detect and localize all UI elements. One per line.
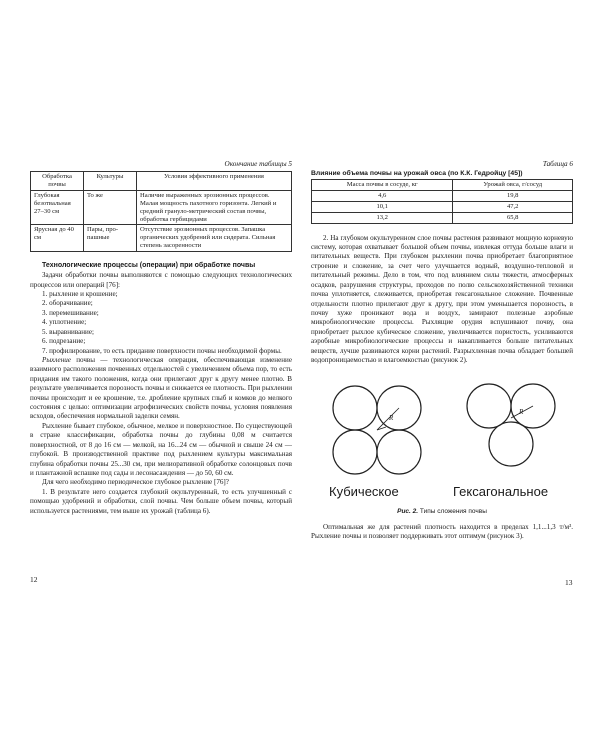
table-row	[31, 225, 292, 252]
table-6-title: Влияние объема почвы на урожай овса (по К.К. Гедройцу [45])	[311, 170, 523, 177]
radius-label-cubic: R	[389, 413, 394, 422]
table-header-cell: Обработка почвы	[31, 172, 84, 191]
depth-paragraph: Рыхление бывает глубокое, обычное, мелкое и поверхностное. По существующей в стране классификации, обработка почвы до глубины 0,08 м считается поверхностной, от 8 до 16 см — мелкой, на 16...24 см — обычной и свыше 24 см — глубокой. В производственной практике под рыхлением культуры максимальная глубина обработки почвы 25...30 см, при мелиоративной обработке солонцовых почв и плантажной вспашке под сады и лесонасаждения — до 50, 60 см.	[30, 421, 292, 478]
table-cell: То же	[84, 190, 137, 225]
table-cell: Отсутствие эрозионных процессов. Запашка органических удобрений или сидерата. Сильная степень засоренности	[137, 225, 292, 252]
table-cell: Пары, про-пашные	[84, 225, 137, 252]
particle-circle	[489, 422, 533, 466]
table-cell: Наличие выраженных эрозионных процессов. Малая мощность пахотного горизонта. Легкий и средний грануло-метрический состав почвы, обработка гербицидами	[137, 190, 292, 225]
loosening-paragraph	[30, 356, 292, 422]
table-cell: Глубокая безотвальная 27–30 см	[31, 190, 84, 225]
table-cell: 10,1	[312, 201, 453, 212]
table-cell: 47,2	[453, 201, 573, 212]
intro-paragraph: Задачи обработки почвы выполняются с помощью следующих технологических процессов или операций [76]:	[30, 271, 292, 289]
table-cell: Ярусная до 40 см	[31, 225, 84, 252]
table-6-label: Таблица 6	[542, 160, 573, 168]
list-item: 6. подрезание;	[42, 337, 86, 346]
table-cell: 4,6	[312, 190, 453, 201]
operations-list	[30, 290, 292, 356]
table-cell: 65,8	[453, 212, 573, 223]
page-number-left: 12	[30, 575, 38, 584]
soil-packing-diagram	[311, 374, 573, 504]
loosening-text: почвы — технологическая операция, обеспечивающая изменение взаимного расположения почвенных отдельностей с увеличением объема пор, то есть придания им такого положения, когда они прилегают друг к другу менее плотно. В результате увеличивается порозность почвы и снижается ее плотность. При рыхлении почвы происходит и ее крошение, т.е. дробление крупных глыб и комков до мелкого состояния с целью: оптимизации агрофизических свойств почвы, условия появления всходов, обеспечения нормальной заделки семян.	[30, 355, 292, 421]
figure-2	[311, 374, 573, 504]
section-title: Технологические процессы (операции) при обработке почвы	[42, 262, 256, 270]
table-header-row	[31, 172, 292, 191]
table-header-cell: Масса почвы в сосуде, кг	[312, 180, 453, 191]
table-row	[312, 190, 573, 201]
list-item: 1. рыхление и крошение;	[42, 290, 118, 298]
particle-circle	[377, 430, 421, 474]
particle-circle	[467, 384, 511, 428]
table-continuation-title: Окончание таблицы 5	[224, 160, 292, 168]
list-item: 7. профилирование, то есть придание поверхности почвы необходимой формы.	[42, 346, 282, 355]
loosening-term: Рыхление	[42, 355, 71, 364]
table-row	[312, 201, 573, 212]
list-item: 5. выравнивание;	[42, 327, 94, 336]
list-item: 3. перемешивание;	[42, 308, 99, 317]
left-page	[30, 160, 292, 516]
table-6	[311, 179, 573, 224]
radius-label-hex: R	[519, 407, 524, 416]
figure-caption-text: Типы сложения почвы	[418, 507, 487, 515]
cubic-packing	[333, 386, 421, 474]
particle-circle	[333, 430, 377, 474]
particle-circle	[333, 386, 377, 430]
figure-caption	[311, 508, 573, 515]
reason-2-paragraph: 2. На глубоком окультуренном слое почвы растения развивают мощную корневую систему, которая охватывает большой объем почвы, извлекая оттуда больше влаги и питательных веществ. При глубоком рыхлении почва приобретает благоприятное строение и сложение, за счет чего улучшается водный, воздушно-тепловой и питательный режимы. Дело в том, что под влиянием силы тяжести, атмосферных осадков, разрушения структуры, проходов по полю сельскохозяйственной техники почва уплотняется, слеживается, приобретая гексагональное сложение. Почвенные отдельности плотно прилегают друг к другу, при этом уменьшается порозность, в почву хуже проникают вода и воздух, замирают полезные аэробные микробиологические процессы. Рыхлящие орудия вспушивают почву, она приобретает рыхлое кубическое сложение, увеличивается пористость, усиливаются аэробные микробиологические процессы и накапливается больше питательных веществ, лучше развиваются корни растений. Разрыхленная почва обладает большей водопроницаемостью и влагоемкостью (рисунок 2).	[311, 233, 573, 365]
table-header-row	[312, 180, 573, 191]
list-item: 2. оборачивание;	[42, 299, 93, 308]
right-page	[311, 160, 573, 541]
table-cell: 13,2	[312, 212, 453, 223]
table-header-cell: Урожай овса, г/сосуд	[453, 180, 573, 191]
table-header-cell: Культуры	[84, 172, 137, 191]
reason-1-paragraph: 1. В результате него создается глубокий окультуренный, то есть улучшенный с помощью удобрений и обработки, слой почвы. Чем больше объем почвы, который используется растениями, тем выше их урожай (таблица 6).	[30, 487, 292, 515]
figure-caption-label: Рис. 2.	[397, 507, 419, 515]
density-paragraph: Оптимальная же для растений плотность находится в пределах 1,1...1,3 т/м³. Рыхление почвы и позволяет поддерживать этот оптимум (рисунок 3).	[311, 522, 573, 540]
page-number-right: 13	[565, 578, 573, 587]
table-row	[31, 190, 292, 225]
table-cell: 19,8	[453, 190, 573, 201]
hexagonal-packing	[467, 384, 555, 466]
list-item: 4. уплотнение;	[42, 318, 87, 327]
cubic-label: Кубическое	[329, 483, 399, 499]
table-row	[312, 212, 573, 223]
question-paragraph: Для чего необходимо периодическое глубокое рыхление [76]?	[42, 478, 229, 487]
hexagonal-label: Гексагональное	[453, 483, 549, 499]
table-header-cell: Условия эффективного применения	[137, 172, 292, 191]
table-5	[30, 171, 292, 252]
